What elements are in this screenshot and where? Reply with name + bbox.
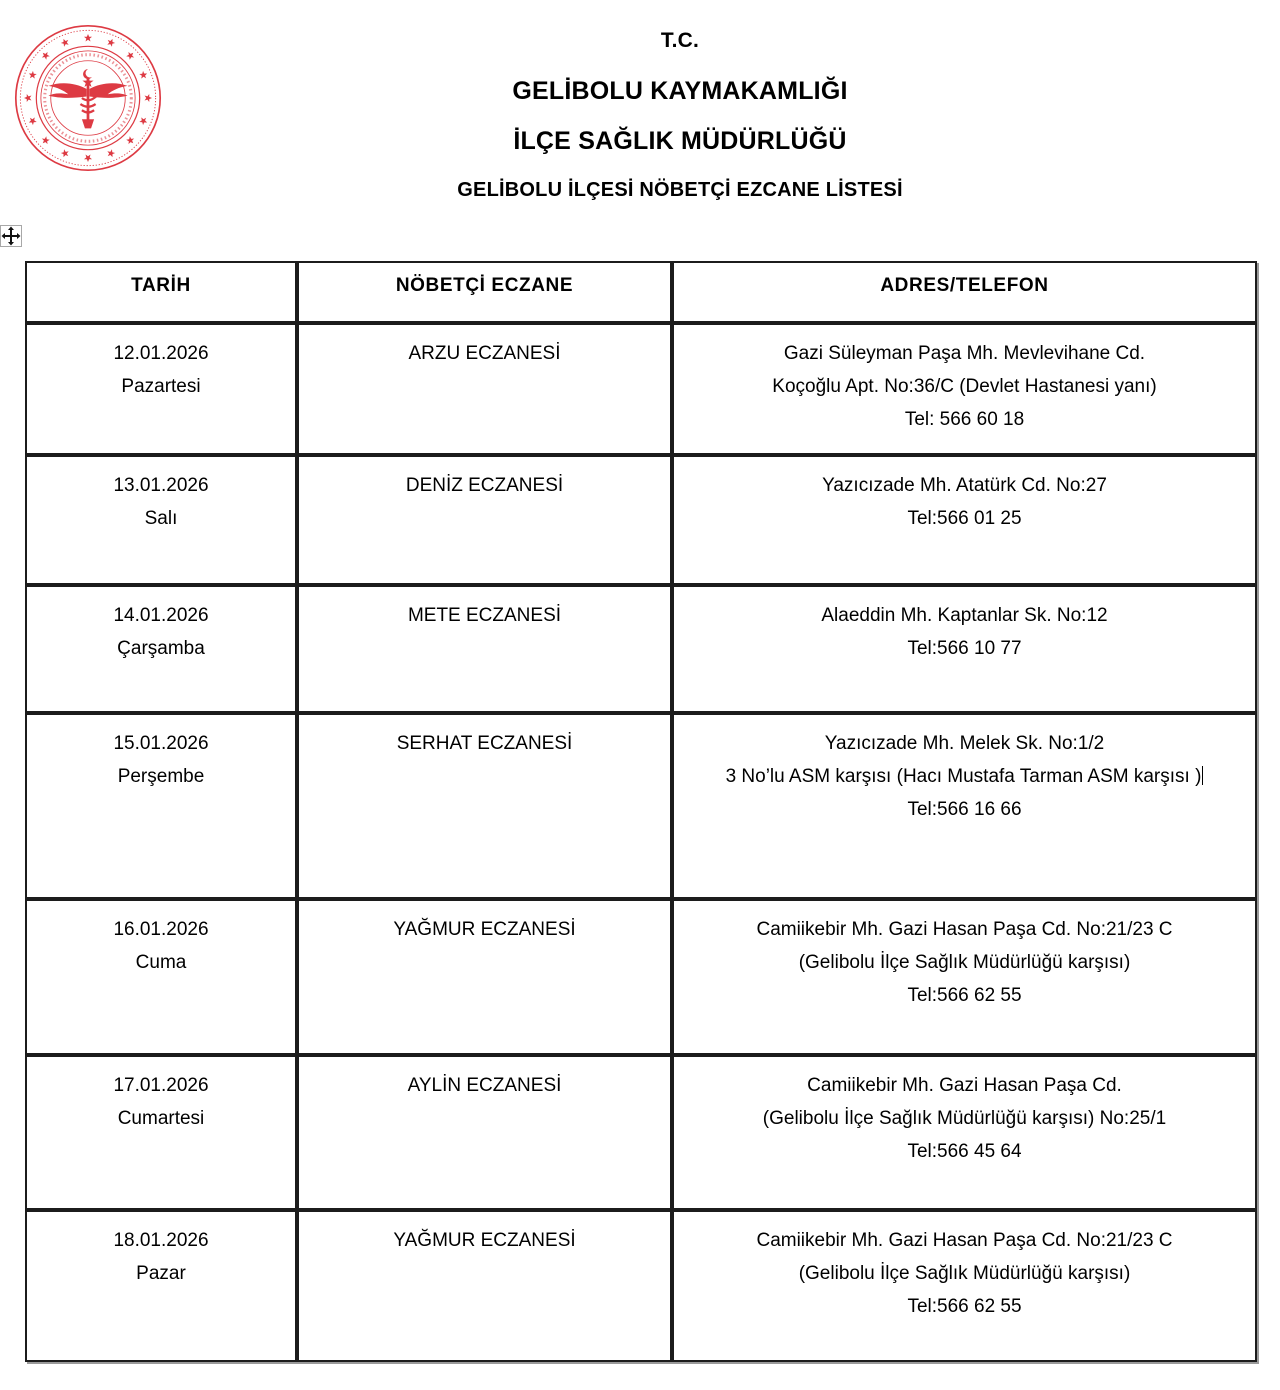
cell-pharmacy [297,1210,672,1362]
cell-date [25,1210,297,1362]
day-value: Cuma [135,952,187,973]
pharmacy-name: METE ECZANESİ [407,605,562,626]
cell-date [25,455,297,585]
day-value: Salı [144,508,178,529]
address-line: Yazıcızade Mh. Atatürk Cd. No:27 [822,475,1107,496]
cell-address [672,1055,1257,1210]
cell-date [25,1055,297,1210]
cell-address[interactable] [672,713,1257,899]
address-line: (Gelibolu İlçe Sağlık Müdürlüğü karşısı) [798,952,1131,973]
phone-line: Tel:566 10 77 [907,638,1022,659]
day-value: Çarşamba [117,638,205,659]
table-row [25,899,1257,1055]
address-line: Alaeddin Mh. Kaptanlar Sk. No:12 [821,605,1108,626]
pharmacy-name: DENİZ ECZANESİ [405,475,564,496]
table-row [25,1210,1257,1362]
duty-pharmacy-table-wrapper [25,261,1257,1362]
pharmacy-name: YAĞMUR ECZANESİ [393,1230,576,1251]
address-line-text: 3 No’lu ASM karşısı (Hacı Mustafa Tarman ASM karşısı ) [725,766,1202,787]
date-value: 18.01.2026 [113,1230,209,1251]
address-line: Gazi Süleyman Paşa Mh. Mevlevihane Cd. [783,343,1146,364]
table-row [25,713,1257,899]
phone-line: Tel:566 16 66 [907,799,1022,820]
cell-date [25,585,297,713]
table-move-handle-icon[interactable] [0,225,22,247]
duty-pharmacy-table [25,261,1257,1362]
table-row [25,455,1257,585]
header-line-kaymakamlik: GELİBOLU KAYMAKAMLIĞI [512,77,848,105]
cell-address [672,899,1257,1055]
date-value: 17.01.2026 [113,1075,209,1096]
date-value: 14.01.2026 [113,605,209,626]
text-cursor [1202,766,1203,785]
address-line: Camiikebir Mh. Gazi Hasan Paşa Cd. No:21/23 C [756,919,1173,940]
address-line: Yazıcızade Mh. Melek Sk. No:1/2 [824,733,1105,754]
phone-line: Tel:566 45 64 [907,1141,1022,1162]
table-header-row [25,261,1257,323]
header-line-tc: T.C. [660,29,700,52]
phone-line: Tel: 566 60 18 [904,409,1025,430]
address-line: (Gelibolu İlçe Sağlık Müdürlüğü karşısı) No:25/1 [762,1108,1167,1129]
cell-date [25,899,297,1055]
document-header [0,0,1280,232]
cell-pharmacy [297,713,672,899]
column-header-pharmacy: NÖBETÇİ ECZANE [297,261,672,323]
ministry-of-health-seal-icon [12,22,164,174]
cell-date [25,323,297,455]
phone-line: Tel:566 01 25 [907,508,1022,529]
address-line: Camiikebir Mh. Gazi Hasan Paşa Cd. [807,1075,1122,1096]
cell-address [672,1210,1257,1362]
pharmacy-name: YAĞMUR ECZANESİ [393,919,576,940]
pharmacy-name: ARZU ECZANESİ [408,343,561,364]
pharmacy-name: AYLİN ECZANESİ [407,1075,562,1096]
date-value: 15.01.2026 [113,733,209,754]
cell-address [672,585,1257,713]
table-row [25,585,1257,713]
cell-pharmacy [297,585,672,713]
cell-pharmacy [297,1055,672,1210]
column-header-address: ADRES/TELEFON [672,261,1257,323]
day-value: Perşembe [117,766,205,787]
address-line: Koçoğlu Apt. No:36/C (Devlet Hastanesi yanı) [772,376,1157,397]
day-value: Cumartesi [117,1108,205,1129]
day-value: Pazar [136,1263,186,1284]
address-line: (Gelibolu İlçe Sağlık Müdürlüğü karşısı) [798,1263,1131,1284]
cell-pharmacy [297,455,672,585]
table-row [25,1055,1257,1210]
header-line-mudurluk: İLÇE SAĞLIK MÜDÜRLÜĞÜ [513,127,847,155]
date-value: 13.01.2026 [113,475,209,496]
cell-pharmacy [297,323,672,455]
phone-line: Tel:566 62 55 [907,1296,1022,1317]
cell-date [25,713,297,899]
pharmacy-name: SERHAT ECZANESİ [396,733,573,754]
header-line-list-title: GELİBOLU İLÇESİ NÖBETÇİ EZCANE LİSTESİ [457,179,903,201]
table-row [25,323,1257,455]
address-line-wrapped [682,760,1247,793]
column-header-date: TARİH [25,261,297,323]
date-value: 16.01.2026 [113,919,209,940]
address-line: Camiikebir Mh. Gazi Hasan Paşa Cd. No:21/23 C [756,1230,1173,1251]
cell-address [672,455,1257,585]
day-value: Pazartesi [121,376,201,397]
phone-line: Tel:566 62 55 [907,985,1022,1006]
header-title-block [180,26,1180,204]
cell-pharmacy [297,899,672,1055]
cell-address [672,323,1257,455]
date-value: 12.01.2026 [113,343,209,364]
